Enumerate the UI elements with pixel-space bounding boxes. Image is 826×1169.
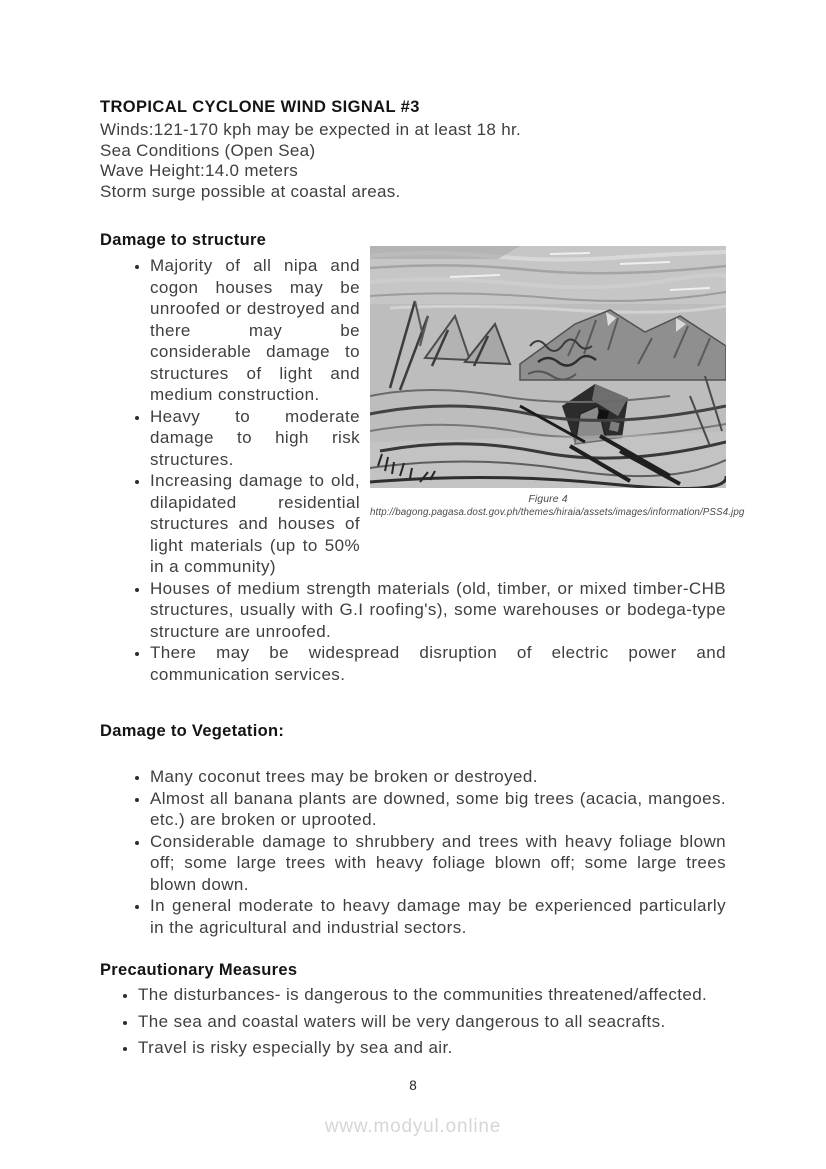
precautionary-measures-section: [100, 960, 726, 1059]
bullet-item: • Houses of medium strength materials (old, timber, or mixed timber-CHB structures, usually with G.I roofing's), some warehouses or bodega-type structure are unroofed.: [150, 578, 726, 643]
bullet-item: • Considerable damage to shrubbery and trees with heavy foliage blown off; some large trees with heavy foliage blown off; some large trees blown down.: [150, 831, 726, 896]
page-content: [100, 0, 745, 1059]
damage-vegetation-heading: Damage to Vegetation:: [100, 722, 285, 741]
damage-vegetation-section: [100, 721, 726, 938]
figure-source-url: http://bagong.pagasa.dost.gov.ph/themes/hiraia/assets/images/information/PSS4.jpg: [370, 507, 745, 519]
damage-structure-heading: Damage to structure: [100, 231, 267, 250]
bullet-item: • Many coconut trees may be broken or destroyed.: [150, 766, 726, 788]
bullet-item: • Majority of all nipa and cogon houses may be unroofed or destroyed and there may be considerable damage to structures of light and medium construction.: [150, 255, 726, 406]
bullet-item: • Almost all banana plants are downed, some big trees (acacia, mangoes. etc.) are broken or uprooted.: [150, 788, 726, 831]
figure: [370, 246, 745, 519]
precautionary-measures-heading: Precautionary Measures: [100, 961, 298, 980]
intro-block: [100, 120, 726, 202]
watermark: www.modyul.online: [324, 1116, 502, 1137]
bullet-item: • The disturbances- is dangerous to the communities threatened/affected.: [138, 984, 726, 1006]
storm-damage-illustration: [370, 246, 726, 488]
damage-structure-section: [100, 230, 745, 685]
intro-line-storm-surge: Storm surge possible at coastal areas.: [100, 181, 401, 201]
figure-caption: Figure 4: [528, 493, 568, 506]
damage-vegetation-list: [100, 766, 726, 938]
precautionary-measures-list: [100, 984, 726, 1059]
intro-line-sea-conditions: Sea Conditions (Open Sea): [100, 140, 316, 160]
intro-line-winds: Winds:121-170 kph may be expected in at least 18 hr.: [100, 120, 522, 139]
bullet-item: • Heavy to moderate damage to high risk structures.: [150, 406, 726, 471]
intro-line-wave-height: Wave Height:14.0 meters: [100, 161, 299, 181]
bullet-item: • There may be widespread disruption of electric power and communication services.: [150, 642, 726, 685]
bullet-item: • Increasing damage to old, dilapidated residential structures and houses of light materials (up to 50% in a community): [150, 470, 726, 578]
page-title: TROPICAL CYCLONE WIND SIGNAL #3: [100, 98, 420, 116]
page-number: 8: [409, 1078, 417, 1093]
bullet-item: • The sea and coastal waters will be very dangerous to all seacrafts.: [138, 1011, 726, 1033]
bullet-item: • Travel is risky especially by sea and air.: [138, 1037, 726, 1059]
bullet-item: • In general moderate to heavy damage may be experienced particularly in the agricultural and industrial sectors.: [150, 895, 726, 938]
